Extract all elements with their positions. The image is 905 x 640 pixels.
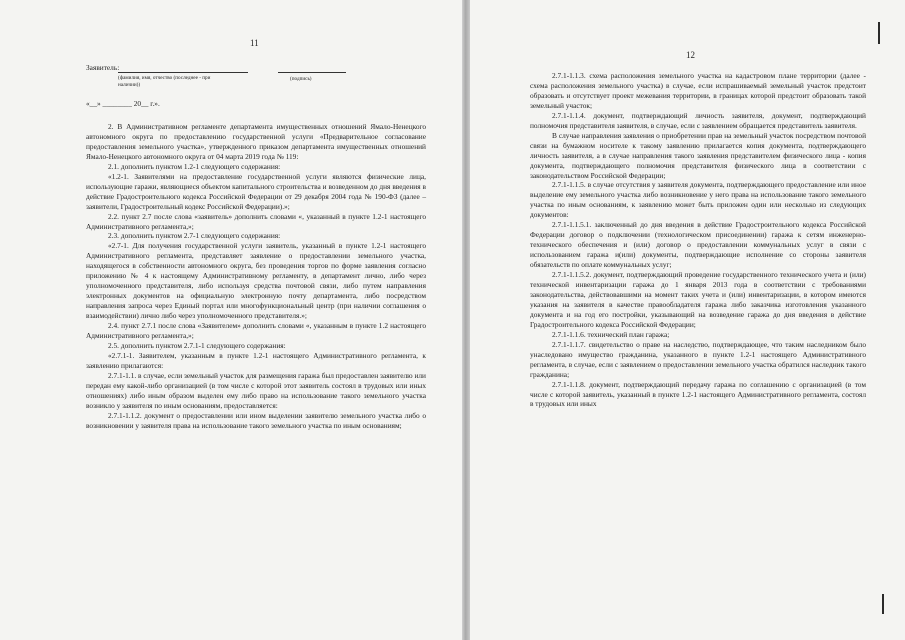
paragraph: «1.2-1. Заявителями на предоставление государственной услуги являются физические лица, использующие гаражи, являющиеся объектом капитального строительства и возведенном до дня введения в действие Градостроительного кодекса Российской Федерации от 29 декабря 2004 года № 190-ФЗ (далее – заявители, Градостроительный кодекс Российской Федерации).»; (86, 171, 426, 211)
page-number: 11 (250, 38, 259, 48)
paragraph: 2.7.1-1.1.7. свидетельство о праве на наследство, подтверждающее, что таким наследником было унаследовано имущество гражданина, указанного в пункте 1.2-1 настоящего Административного регламента, в случае, если с заявлением о предоставлении земельного участка обратился наследник такого гражданина; (530, 339, 866, 379)
date-line: «__» ________ 20__ г.». (86, 99, 160, 108)
right-page (470, 0, 905, 640)
paragraph: 2.4. пункт 2.7.1 после слова «Заявителем» дополнить словами «, указанным в пункте 1.2 настоящего Административного регламента,»; (86, 321, 426, 341)
page-number: 12 (686, 50, 695, 60)
paragraph: 2.7.1-1.1.8. документ, подтверждающий передачу гаража по соглашению с организацией (в том числе с которой заявитель, указанный в пункте 1.2-1 настоящего Административного регламента, состоял в трудовых или иных (530, 379, 866, 409)
binding-mark (882, 594, 884, 614)
paragraph: 2.7.1-1.1.4. документ, подтверждающий личность заявителя, документ, подтверждающий полномочия представителя заявителя, в случае, если с заявлением обращается представитель заявителя. (530, 110, 866, 130)
paragraph: 2.7.1-1.1. в случае, если земельный участок для размещения гаража был предоставлен заявителю или передан ему какой-либо организацией (в том числе с которой этот заявитель состоял в трудовых или иных отношениях) либо иным образом выделен ему либо право на использование такого земельного участка возникло у заявителя по иным основаниям, предоставляется: (86, 370, 426, 410)
applicant-name-line (118, 72, 248, 73)
binding-mark (878, 22, 880, 44)
paragraph: 2.3. дополнить пунктом 2.7-1 следующего содержания: (108, 231, 281, 241)
left-body-text (86, 122, 426, 431)
paragraph: 2.7.1-1.1.2. документ о предоставлении или ином выделении заявителю земельного участка либо о возникновении у заявителя права на использование такого земельного участка по иным основаниям; (86, 410, 426, 430)
paragraph: 2.7.1-1.1.3. схема расположения земельного участка на кадастровом плане территории (далее - схема расположения земельного участка) в случае, если испрашиваемый земельный участок предстоит образовать и отсутствует проект межевания территории, в границах которой предстоит образовать такой земельный участок; (530, 71, 866, 110)
paragraph: 2.7.1-1.1.5.1. заключенный до дня введения в действие Градостроительного кодекса Российской Федерации договор о подключении (технологическом присоединении) гаража к сетям инженерно-технического обеспечения и (или) договор о предоставлении коммунальных услуг в связи с использованием гаража и(или) документы, подтверждающие исполнение со стороны заявителя обязательств по оплате коммунальных услуг; (530, 220, 866, 270)
paragraph: В случае направления заявления о приобретении прав на земельный участок посредством почтовой связи на бумажном носителе к такому заявлению прилагается копия документа, подтверждающего личность заявителя, а в случае направления такого заявления представителем физического лица - копия документа, подтверждающего полномочия представителя физического лица в соответствии с законодательством Российской Федерации; (530, 130, 866, 180)
right-body-text (530, 71, 866, 409)
applicant-caption: (фамилия, имя, отчество (последнее - при наличии)) (118, 75, 211, 88)
paragraph: 2.5. дополнить пунктом 2.7.1-1 следующего содержания: (108, 340, 286, 350)
paragraph: «2.7.1-1. Заявителем, указанным в пункте 1.2-1 настоящего Административного регламента, к заявлению прилагаются: (86, 350, 426, 370)
signature-caption: (подпись) (290, 76, 312, 82)
paragraph: 2. В Административном регламенте департамента имущественных отношений Ямало-Ненецкого автономного округа по предоставлению государственной услуги «Предварительное согласование предоставления земельного участка», утвержденного приказом департамента имущественных отношений Ямало-Ненецкого автономного округа от 04 марта 2019 года № 119: (86, 122, 426, 161)
book-gutter (462, 0, 470, 640)
applicant-label: Заявитель: (86, 63, 120, 72)
paragraph: 2.7.1-1.1.5.2. документ, подтверждающий проведение государственного технического учета и (или) технической инвентаризации гаража до 1 января 2013 года в соответствии с требованиями законодательства, действовавшими на момент таких учета и (или) инвентаризации, в котором имеются указания на заявителя в качестве правообладателя гаража либо заказчика изготовления указанного документа и на год его постройки, указывающий на возведение гаража до дня введения в действие Градостроительного кодекса Российской Федерации; (530, 270, 866, 329)
signature-line (278, 72, 346, 73)
paragraph: «2.7-1. Для получения государственной услуги заявитель, указанный в пункте 1.2-1 настоящего Административного регламента, представляет заявление о предоставлении земельного участка, находящегося в собственности автономного округа, без проведения торгов по форме заявления согласно приложению № 4 к настоящему Административному регламенту, в департамент лично, либо через уполномоченного представителя, либо используя средства почтовой связи, либо путем направления электронных документов на официальную электронную почту департамента, либо посредством направления запроса через Единый портал или многофункциональный центр (при наличии соглашения о взаимодействии) лично либо через уполномоченного представителя.»; (86, 241, 426, 321)
paragraph: 2.7.1-1.1.5. в случае отсутствия у заявителя документа, подтверждающего предоставление или иное выделение ему земельного участка либо возникновение у него права на использование такого земельного участка по иным основаниям, к заявлению может быть приложен один или несколько из следующих документов: (530, 180, 866, 220)
paragraph: 2.1. дополнить пунктом 1.2-1 следующего содержания: (108, 161, 281, 171)
paragraph: 2.7.1-1.1.6. технический план гаража; (552, 329, 670, 339)
paragraph: 2.2. пункт 2.7 после слова «заявитель» дополнить словами «, указанный в пункте 1.2-1 настоящего Административного регламента,»; (86, 211, 426, 231)
